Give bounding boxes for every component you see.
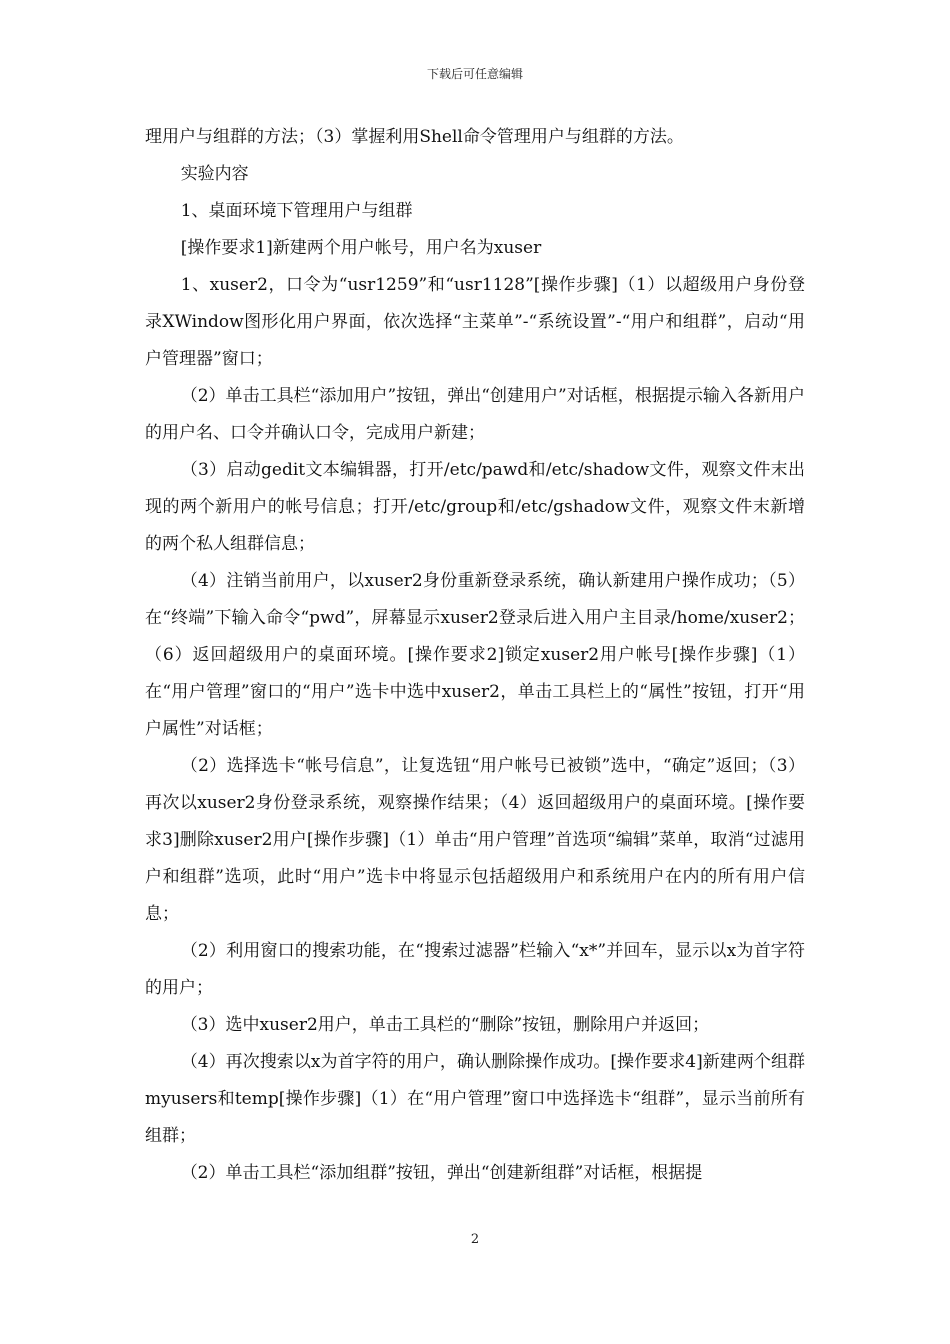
paragraph-requirement-1: [操作要求1]新建两个用户帐号，用户名为xuser bbox=[180, 238, 542, 258]
paragraph-step-lock: （2）选择选卡“帐号信息”，让复选钮“用户帐号已被锁”选中，“确定”返回；（3）再次以xuser2身份登录系统，观察操作结果；（4）返回超级用户的桌面环境。[操作要求3]删除xuser2用户[操作步骤]（1）单击“用户管理”首选项“编辑”菜单，取消“过滤用户和组群”选项，此时“用户”选卡中将显示包括超级用户和系统用户在内的所有用户信息； bbox=[145, 756, 805, 924]
paragraph-step-login: 1、xuser2，口令为“usr1259”和“usr1128”[操作步骤]（1）以超级用户身份登录XWindow图形化用户界面，依次选择“主菜单”-“系统设置”-“用户和组群”，启动“用户管理器”窗口； bbox=[145, 275, 805, 369]
paragraph-step-add-group: （2）单击工具栏“添加组群”按钮，弹出“创建新组群”对话框，根据提 bbox=[180, 1163, 703, 1183]
paragraph-step-new-group: （4）再次搜索以x为首字符的用户，确认删除操作成功。[操作要求4]新建两个组群myusers和temp[操作步骤]（1）在“用户管理”窗口中选择选卡“组群”，显示当前所有组群； bbox=[145, 1052, 805, 1146]
page-number: 2 bbox=[470, 1232, 480, 1247]
paragraph-1: 理用户与组群的方法；（3）掌握利用Shell命令管理用户与组群的方法。 bbox=[145, 127, 684, 147]
paragraph-step-gedit: （3）启动gedit文本编辑器，打开/etc/pawd和/etc/shadow文件，观察文件末出现的两个新用户的帐号信息；打开/etc/group和/etc/gshadow文件，观察文件末新增的两个私人组群信息； bbox=[145, 460, 805, 554]
paragraph-step-delete: （3）选中xuser2用户，单击工具栏的“删除”按钮，删除用户并返回； bbox=[180, 1015, 710, 1035]
page-header: 下载后可任意编辑 bbox=[426, 67, 523, 81]
section-heading-experiment-content: 实验内容 bbox=[180, 164, 249, 184]
paragraph-step-search: （2）利用窗口的搜索功能，在“搜索过滤器”栏输入“x*”并回车，显示以x为首字符的用户； bbox=[145, 941, 805, 998]
document-body bbox=[145, 119, 805, 1192]
paragraph-step-add-user: （2）单击工具栏“添加用户”按钮，弹出“创建用户”对话框，根据提示输入各新用户的用户名、口令并确认口令，完成用户新建； bbox=[145, 386, 805, 443]
subsection-heading-desktop: 1、桌面环境下管理用户与组群 bbox=[180, 201, 413, 221]
paragraph-step-logout: （4）注销当前用户，以xuser2身份重新登录系统，确认新建用户操作成功；（5）在“终端”下输入命令“pwd”，屏幕显示xuser2登录后进入用户主目录/home/xuser2；（6）返回超级用户的桌面环境。[操作要求2]锁定xuser2用户帐号[操作步骤]（1）在“用户管理”窗口的“用户”选卡中选中xuser2，单击工具栏上的“属性”按钮，打开“用户属性”对话框； bbox=[145, 571, 805, 739]
